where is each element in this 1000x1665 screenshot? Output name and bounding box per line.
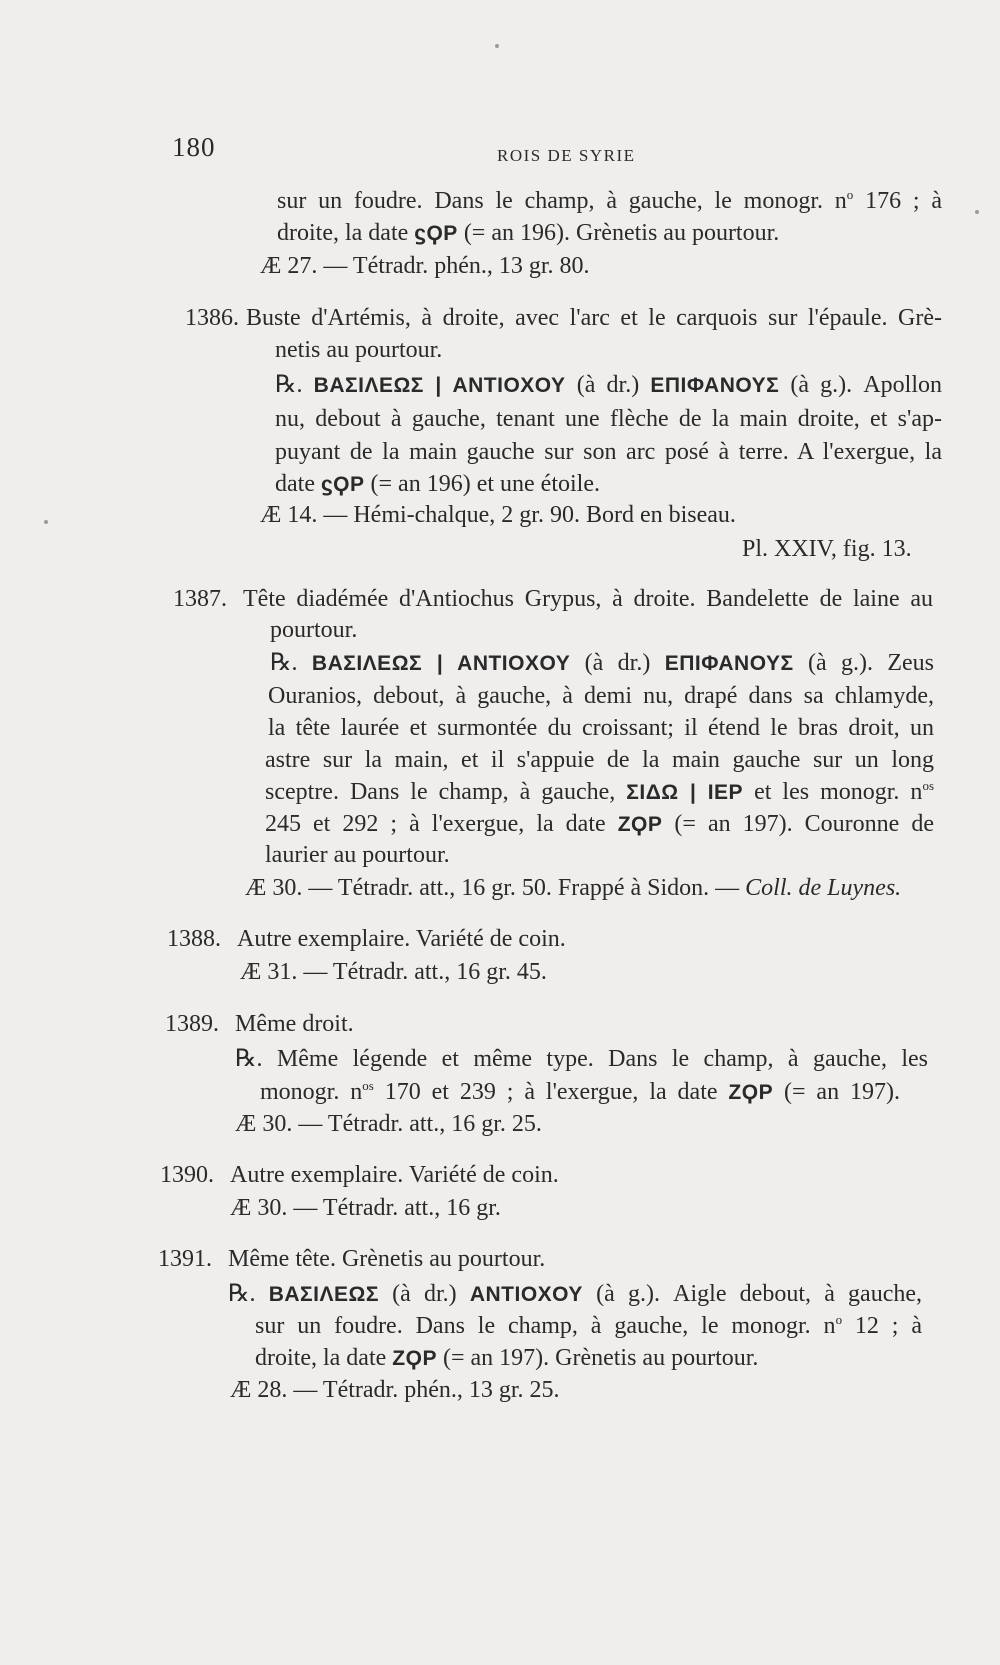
- text-line: Æ 31. — Tétradr. att., 16 gr. 45.: [240, 959, 547, 985]
- text-line: Autre exemplaire. Variété de coin.: [237, 926, 566, 952]
- text-line: Même tête. Grènetis au pourtour.: [228, 1246, 546, 1272]
- page-number: 180: [172, 132, 216, 162]
- text-line: Æ 14. — Hémi-chalque, 2 gr. 90. Bord en biseau.: [260, 502, 736, 528]
- paper-speck: [495, 44, 499, 48]
- text-line: la tête laurée et surmontée du croissant; il étend le bras droit, un: [268, 715, 934, 741]
- coin-legend: ΕΠΙΦΑΝΟΥΣ: [664, 652, 794, 675]
- text-line: puyant de la main gauche sur son arc posé à terre. A l'exergue, la: [275, 439, 942, 465]
- coin-legend: ΑΝΤΙΟΧΟΥ: [469, 1283, 583, 1306]
- entry-number: 1386.: [185, 305, 239, 331]
- text-line: laurier au pourtour.: [265, 842, 450, 868]
- coin-legend: ΒΑΣΙΛΕΩΣ | ΑΝΤΙΟΧΟΥ: [313, 374, 566, 397]
- text-line: netis au pourtour.: [275, 337, 443, 363]
- text-line: pourtour.: [270, 617, 358, 643]
- text-line: Æ 30. — Tétradr. att., 16 gr. 50. Frappé à Sidon. — Coll. de Luynes.: [245, 875, 902, 901]
- text-line: ℞. ΒΑΣΙΛΕΩΣ | ΑΝΤΙΟΧΟΥ (à dr.) ΕΠΙΦΑΝΟΥΣ (à g.). Zeus: [270, 650, 935, 676]
- coin-legend: ΒΑΣΙΛΕΩΣ | ΑΝΤΙΟΧΟΥ: [311, 652, 571, 675]
- text-line: Buste d'Artémis, à droite, avec l'arc et le carquois sur l'épaule. Grè-: [246, 305, 942, 331]
- text-line: Autre exemplaire. Variété de coin.: [230, 1162, 559, 1188]
- coin-legend: ΕΠΙΦΑΝΟΥΣ: [650, 374, 780, 397]
- collection-name: Coll. de Luynes.: [745, 875, 902, 901]
- text-line: monogr. $n^{os}$ 170 et 239 ; à l'exergue, la date ΖϘΡ (= an 197).: [260, 1078, 900, 1105]
- coin-legend: ΒΑΣΙΛΕΩΣ: [268, 1283, 379, 1306]
- text-line: sceptre. Dans le champ, à gauche, ΣΙΔΩ | ΙΕΡ et les monogr. $n^{os}$: [265, 778, 934, 805]
- text-line: ℞. Même légende et même type. Dans le champ, à gauche, les: [235, 1046, 928, 1072]
- text-line: sur un foudre. Dans le champ, à gauche, le monogr. $n^o$ 12 ; à: [255, 1312, 922, 1339]
- text-line: nu, debout à gauche, tenant une flèche de la main droite, et s'ap-: [275, 406, 942, 432]
- text-line: astre sur la main, et il s'appuie de la main gauche sur un long: [265, 747, 934, 773]
- date-legend: ϛϘΡ: [414, 222, 458, 245]
- text-line: 245 et 292 ; à l'exergue, la date ΖϘΡ (= an 197). Couronne de: [265, 811, 934, 837]
- running-title: ROIS DE SYRIE: [497, 146, 636, 165]
- paper-speck: [44, 520, 48, 524]
- date-legend: ΖϘΡ: [728, 1081, 774, 1104]
- text-line: sur un foudre. Dans le champ, à gauche, le monogr. $n^o$ 176 ; à: [277, 187, 942, 214]
- entry-number: 1389.: [165, 1011, 219, 1037]
- text-line: Ouranios, debout, à gauche, à demi nu, drapé dans sa chlamyde,: [268, 683, 934, 709]
- coin-legend: ΣΙΔΩ | ΙΕΡ: [626, 781, 744, 804]
- text-line: ℞. ΒΑΣΙΛΕΩΣ (à dr.) ΑΝΤΙΟΧΟΥ (à g.). Aigle debout, à gauche,: [228, 1281, 922, 1307]
- entry-number: 1387.: [173, 586, 227, 612]
- text-line: Æ 28. — Tétradr. phén., 13 gr. 25.: [230, 1377, 560, 1403]
- text-line: date ϛϘΡ (= an 196) et une étoile.: [275, 471, 600, 497]
- text-line: droite, la date ϛϘΡ (= an 196). Grènetis au pourtour.: [277, 220, 780, 246]
- text-line: Tête diadémée d'Antiochus Grypus, à droite. Bandelette de laine au: [243, 586, 933, 612]
- entry-number: 1388.: [167, 926, 221, 952]
- date-legend: ϛϘΡ: [320, 473, 365, 496]
- text-line: Æ 27. — Tétradr. phén., 13 gr. 80.: [260, 253, 590, 279]
- text-line: ℞. ΒΑΣΙΛΕΩΣ | ΑΝΤΙΟΧΟΥ (à dr.) ΕΠΙΦΑΝΟΥΣ (à g.). Apollon: [275, 372, 942, 398]
- plate-reference: Pl. XXIV, fig. 13.: [742, 536, 912, 562]
- entry-number: 1390.: [160, 1162, 214, 1188]
- text-line: Même droit.: [235, 1011, 354, 1037]
- date-legend: ΖϘΡ: [617, 813, 663, 836]
- text-line: Æ 30. — Tétradr. att., 16 gr. 25.: [235, 1111, 542, 1137]
- paper-speck: [975, 210, 979, 214]
- text-line: Æ 30. — Tétradr. att., 16 gr.: [230, 1195, 501, 1221]
- date-legend: ΖϘΡ: [392, 1347, 437, 1370]
- entry-number: 1391.: [158, 1246, 212, 1272]
- text-line: droite, la date ΖϘΡ (= an 197). Grènetis au pourtour.: [255, 1345, 759, 1371]
